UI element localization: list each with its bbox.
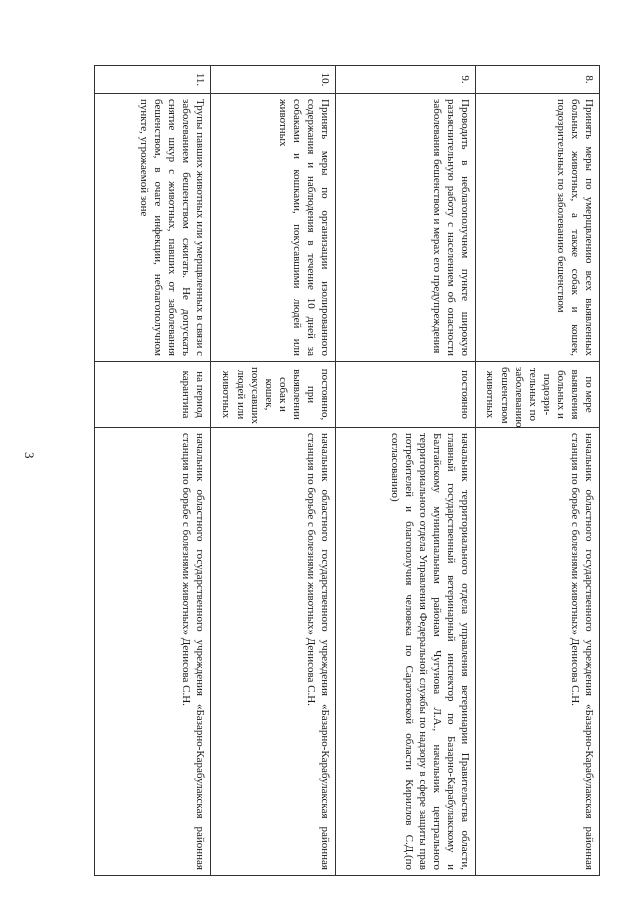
row-number: 11.	[95, 66, 211, 94]
rotated-page-content	[95, 65, 600, 875]
row-number: 10.	[211, 66, 336, 94]
term-cell: по мере выявления больных и подозри-тельных по заболеванию бешенством животных	[476, 362, 600, 428]
measure-cell: Принять меры по организации изолированного содержания и наблюдения в течение 10 дней за собаками и кошками, покусавшими людей или животных	[211, 94, 336, 362]
measures-table	[94, 65, 600, 876]
table-row	[336, 66, 476, 876]
table-row	[476, 66, 600, 876]
table-row	[211, 66, 336, 876]
term-cell: на период карантина	[95, 362, 211, 428]
responsible-cell: начальник областного государственного учреждения «Базарно-Карабулакская районная станция по борьбе с болезнями животных» Денисова С.Н.	[95, 428, 211, 876]
measure-cell: Принять меры по умерщвлению всех выявленных больных животных, а также собак и кошек, подозрительных по заболеванию бешенством	[476, 94, 600, 362]
measure-cell: Проводить в неблагополучном пункте широкую разъяснительную работу с населением об опасности заболевания бешенством и мерах его предупреждения	[336, 94, 476, 362]
row-number: 8.	[476, 66, 600, 94]
term-cell: постоянно	[336, 362, 476, 428]
table-row	[95, 66, 211, 876]
measure-cell: Трупы павших животных или умерщвленных в связи с заболеванием бешенством сжигать. Не допускать снятие шкур с животных, павших от заболевания бешенством, в очаге инфекции, неблагополучном пункте, угрожаемой зоне	[95, 94, 211, 362]
responsible-cell: начальник областного государственного учреждения «Базарно-Карабулакская районная станция по борьбе с болезнями животных» Денисова С.Н.	[211, 428, 336, 876]
responsible-cell: начальник областного государственного учреждения «Базарно-Карабулакская районная станция по борьбе с болезнями животных» Денисова С.Н.	[476, 428, 600, 876]
responsible-cell: начальник территориального отдела управления ветеринарии Правительства области, главный государственный ветеринарный инспектор по Базарно-Карабулакскому и Балтайскому муниципальным районам Чугунова Л.А., начальник центрального территориального отдела Управления Федеральной службы по надзору в сфере защиты прав потребителей и благополучия человека по Саратовской области Кириллов С.Д.(по согласованию)	[336, 428, 476, 876]
row-number: 9.	[336, 66, 476, 94]
page-number: 3	[22, 452, 37, 459]
term-cell: постоянно, при выявлении собак и кошек, покусавших людей или животных	[211, 362, 336, 428]
